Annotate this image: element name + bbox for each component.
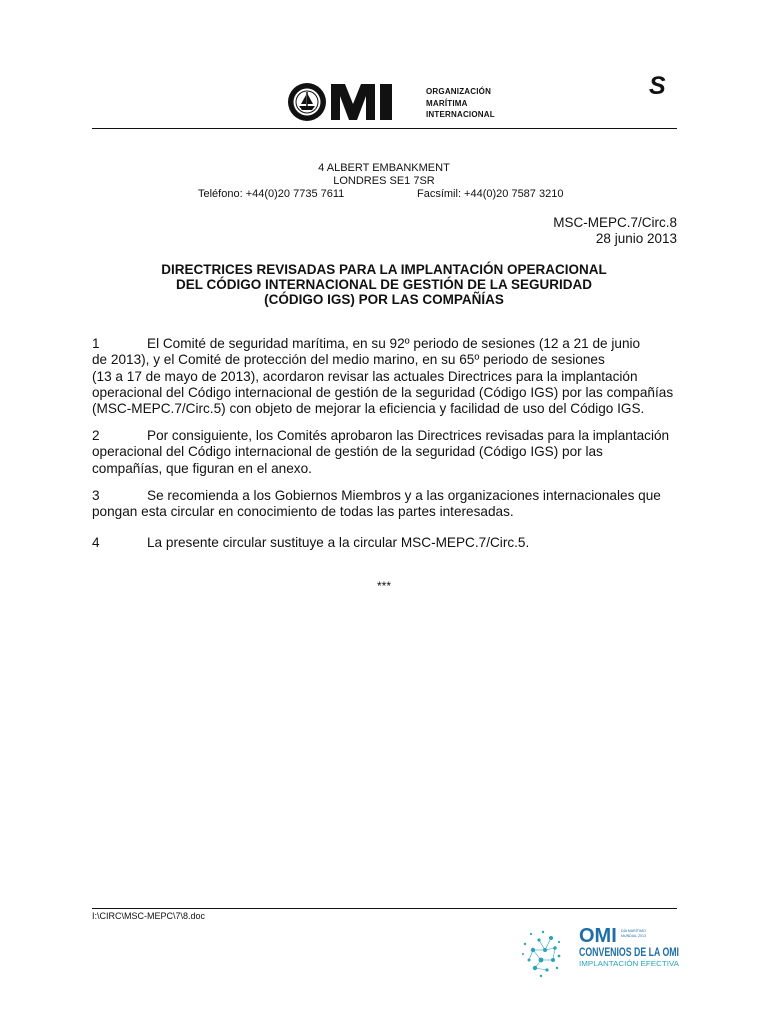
paragraph-line: operacional del Código internacional de gestión de la seguridad (Código IGS) por las <box>92 444 603 460</box>
paragraph-4 <box>92 535 676 551</box>
svg-text:IMPLANTACIÓN EFECTIVA: IMPLANTACIÓN EFECTIVA <box>579 959 679 968</box>
paragraph-number: 1 <box>92 336 100 351</box>
paragraph-3 <box>92 488 676 521</box>
organization-name <box>426 86 495 121</box>
paragraph-number: 3 <box>92 488 100 503</box>
org-name-line-3: INTERNACIONAL <box>426 110 495 119</box>
document-date: 28 junio 2013 <box>595 231 677 246</box>
svg-text:CONVENIOS DE LA OMI: CONVENIOS DE LA OMI <box>579 947 679 959</box>
svg-text:OMI: OMI <box>579 925 617 947</box>
svg-text:MUNDIAL 2013: MUNDIAL 2013 <box>621 934 647 938</box>
paragraph-line: (MSC-MEPC.7/Circ.5) con objeto de mejorar la eficiencia y facilidad de uso del Código IGS. <box>92 401 645 417</box>
paragraph-line: pongan esta circular en conocimiento de todas las partes interesadas. <box>92 504 514 520</box>
org-name-line-2: MARÍTIMA <box>426 98 468 108</box>
language-code: S <box>649 72 666 100</box>
phone-number: Teléfono: +44(0)20 7735 7611 <box>198 188 345 200</box>
paragraph-2 <box>92 428 676 477</box>
svg-text:DÍA MARÍTIMO: DÍA MARÍTIMO <box>621 929 646 933</box>
title-line-1: DIRECTRICES REVISADAS PARA LA IMPLANTACIÓN OPERACIONAL <box>161 262 607 277</box>
paragraph-1 <box>92 336 676 417</box>
footer-divider <box>92 908 677 909</box>
paragraph-number: 4 <box>92 535 100 550</box>
fax-number: Facsímil: +44(0)20 7587 3210 <box>417 188 564 200</box>
paragraph-line: de 2013), y el Comité de protección del medio marino, en su 65º periodo de sesiones <box>92 352 605 368</box>
paragraph-line: La presente circular sustituye a la circular MSC-MEPC.7/Circ.5. <box>147 535 530 550</box>
org-name-line-1: ORGANIZACIÓN <box>426 87 492 96</box>
paragraph-line: operacional del Código internacional de gestión de la seguridad (Código IGS) por las compañías <box>92 384 674 400</box>
title-line-2: DEL CÓDIGO INTERNACIONAL DE GESTIÓN DE LA SEGURIDAD <box>175 277 593 292</box>
section-separator: *** <box>376 579 391 593</box>
address-line-2: LONDRES SE1 7SR <box>333 175 435 187</box>
paragraph-line: (13 a 17 de mayo de 2013), acordaron revisar las actuales Directrices para la implantación <box>92 368 638 384</box>
omi-logo <box>287 80 423 124</box>
paragraph-line: El Comité de seguridad marítima, en su 92º periodo de sesiones (12 a 21 de junio <box>147 336 641 351</box>
address-line-1: 4 ALBERT EMBANKMENT <box>318 162 450 174</box>
header-divider <box>92 128 677 129</box>
svg-text:OMI: OMI <box>343 120 345 121</box>
imo-conventions-logo <box>515 920 680 998</box>
file-path: I:\CIRC\MSC-MEPC\7\8.doc <box>92 911 206 921</box>
paragraph-line: Por consiguiente, los Comités aprobaron las Directrices revisadas para la implantación <box>147 428 670 443</box>
paragraph-number: 2 <box>92 428 100 443</box>
title-line-3: (CÓDIGO IGS) POR LAS COMPAÑÍAS <box>264 292 504 307</box>
paragraph-line: compañías, que figuran en el anexo. <box>92 460 312 476</box>
document-reference: MSC-MEPC.7/Circ.8 <box>553 215 677 230</box>
paragraph-line: Se recomienda a los Gobiernos Miembros y a las organizaciones internacionales que <box>147 488 661 503</box>
